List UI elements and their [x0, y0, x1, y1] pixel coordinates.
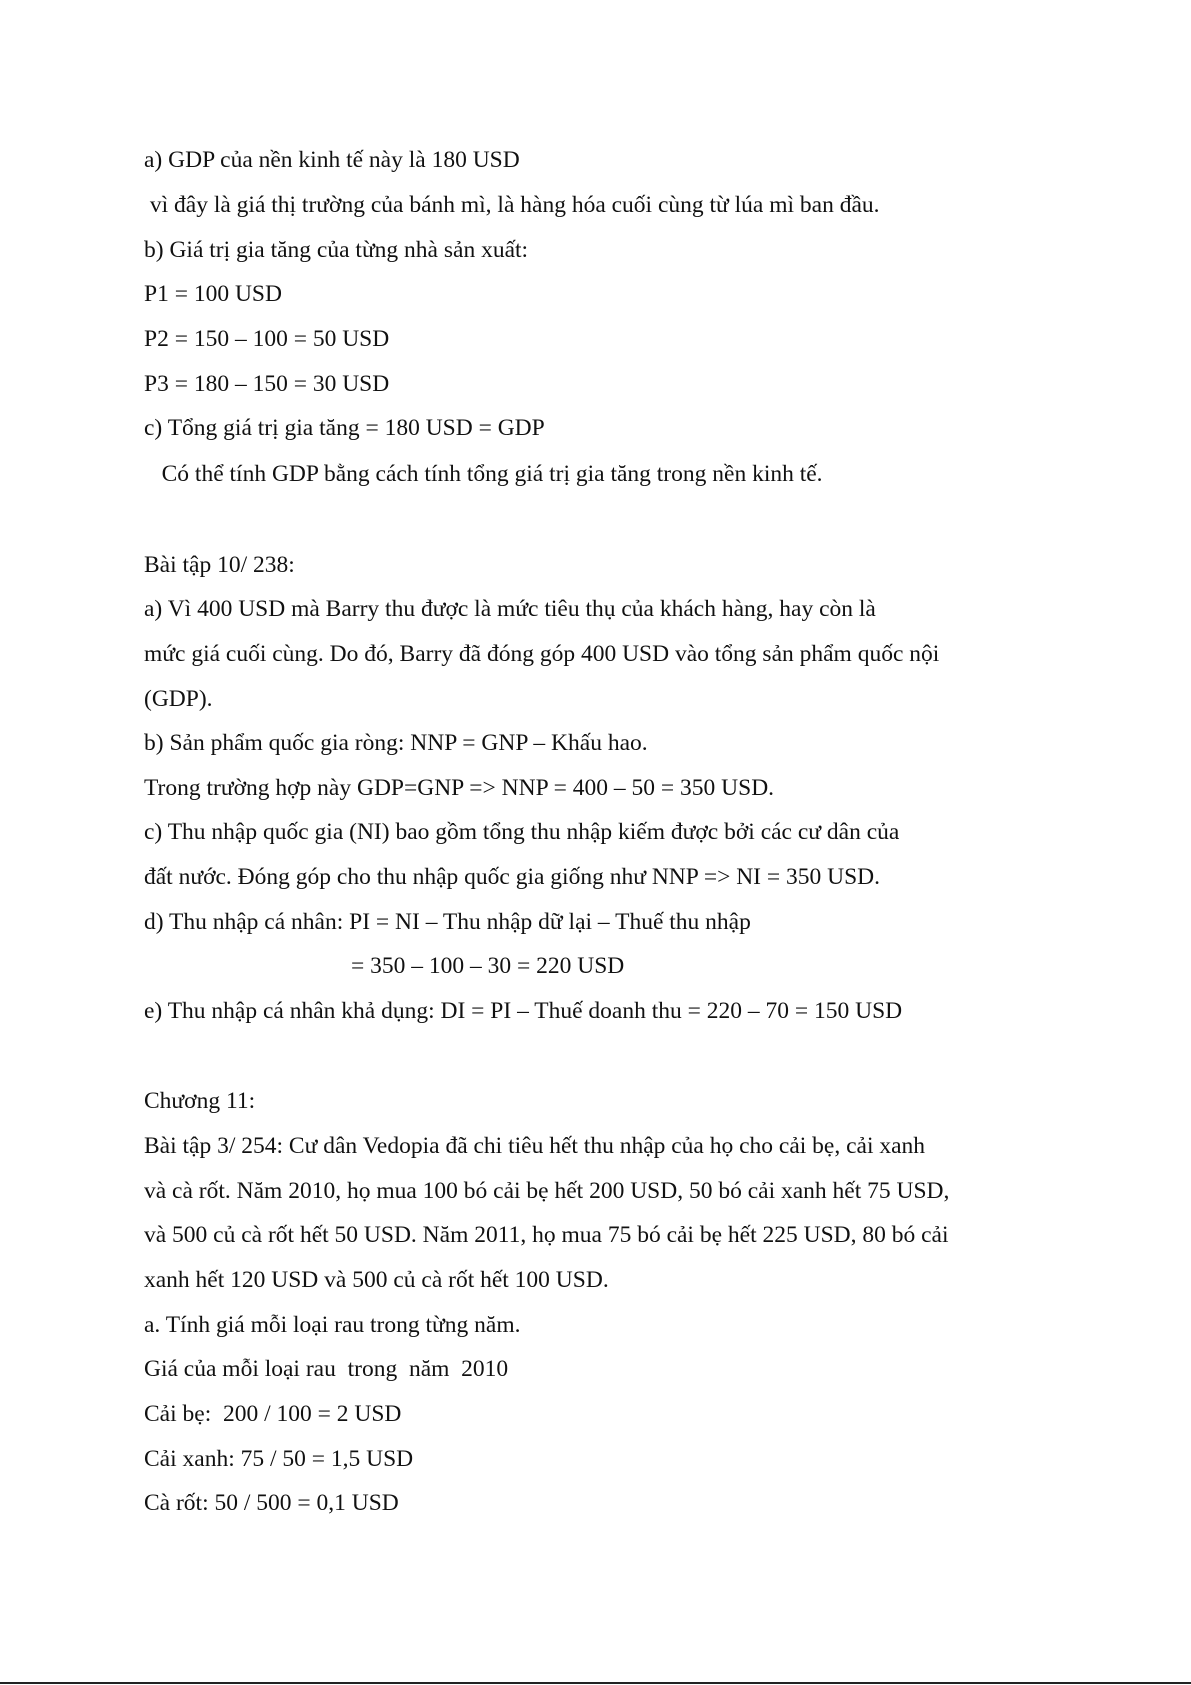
answer-a-line: a) GDP của nền kinh tế này là 180 USD: [144, 147, 520, 173]
chapter-11-title: Chương 11:: [144, 1088, 256, 1114]
exercise-3-line-1: Bài tập 3/ 254: Cư dân Vedopia đã chi tiêu hết thu nhập của họ cho cải bẹ, cải xanh: [144, 1133, 926, 1159]
exercise-10-c-line-1: c) Thu nhập quốc gia (NI) bao gồm tổng thu nhập kiếm được bởi các cư dân của: [144, 819, 900, 845]
price-cai-be: Cải bẹ: 200 / 100 = 2 USD: [144, 1401, 402, 1427]
exercise-10-a-line-3: (GDP).: [144, 686, 213, 712]
answer-c-note: Có thể tính GDP bằng cách tính tổng giá trị gia tăng trong nền kinh tế.: [144, 461, 823, 487]
exercise-3-line-2: và cà rốt. Năm 2010, họ mua 100 bó cải bẹ hết 200 USD, 50 bó cải xanh hết 75 USD,: [144, 1178, 950, 1204]
exercise-10-b-line-2: Trong trường hợp này GDP=GNP => NNP = 400 – 50 = 350 USD.: [144, 775, 775, 801]
page-bottom-rule: [0, 1682, 1191, 1684]
value-added-p3: P3 = 180 – 150 = 30 USD: [144, 371, 390, 397]
answer-a-reason-line: vì đây là giá thị trường của bánh mì, là hàng hóa cuối cùng từ lúa mì ban đầu.: [144, 192, 880, 218]
exercise-10-d-line-1: d) Thu nhập cá nhân: PI = NI – Thu nhập dữ lại – Thuế thu nhập: [144, 909, 751, 935]
price-ca-rot: Cà rốt: 50 / 500 = 0,1 USD: [144, 1490, 399, 1516]
price-cai-xanh: Cải xanh: 75 / 50 = 1,5 USD: [144, 1446, 414, 1472]
exercise-3-line-4: xanh hết 120 USD và 500 củ cà rốt hết 100 USD.: [144, 1267, 609, 1293]
exercise-10-a-line-1: a) Vì 400 USD mà Barry thu được là mức tiêu thụ của khách hàng, hay còn là: [144, 596, 876, 622]
answer-b-heading: b) Giá trị gia tăng của từng nhà sản xuất:: [144, 237, 529, 263]
value-added-p2: P2 = 150 – 100 = 50 USD: [144, 326, 390, 352]
exercise-10-c-line-2: đất nước. Đóng góp cho thu nhập quốc gia giống như NNP => NI = 350 USD.: [144, 864, 881, 890]
exercise-10-d-line-2: = 350 – 100 – 30 = 220 USD: [351, 953, 625, 979]
answer-c-total: c) Tổng giá trị gia tăng = 180 USD = GDP: [144, 415, 545, 441]
exercise-3-line-3: và 500 củ cà rốt hết 50 USD. Năm 2011, họ mua 75 bó cải bẹ hết 225 USD, 80 bó cải: [144, 1222, 949, 1248]
question-a: a. Tính giá mỗi loại rau trong từng năm.: [144, 1312, 521, 1338]
exercise-10-title: Bài tập 10/ 238:: [144, 552, 295, 578]
prices-2010-heading: Giá của mỗi loại rau trong năm 2010: [144, 1356, 509, 1382]
exercise-10-b-line-1: b) Sản phẩm quốc gia ròng: NNP = GNP – Khấu hao.: [144, 730, 648, 756]
value-added-p1: P1 = 100 USD: [144, 281, 282, 307]
exercise-10-a-line-2: mức giá cuối cùng. Do đó, Barry đã đóng góp 400 USD vào tổng sản phẩm quốc nội: [144, 641, 940, 667]
exercise-10-e-line-1: e) Thu nhập cá nhân khả dụng: DI = PI – Thuế doanh thu = 220 – 70 = 150 USD: [144, 998, 903, 1024]
